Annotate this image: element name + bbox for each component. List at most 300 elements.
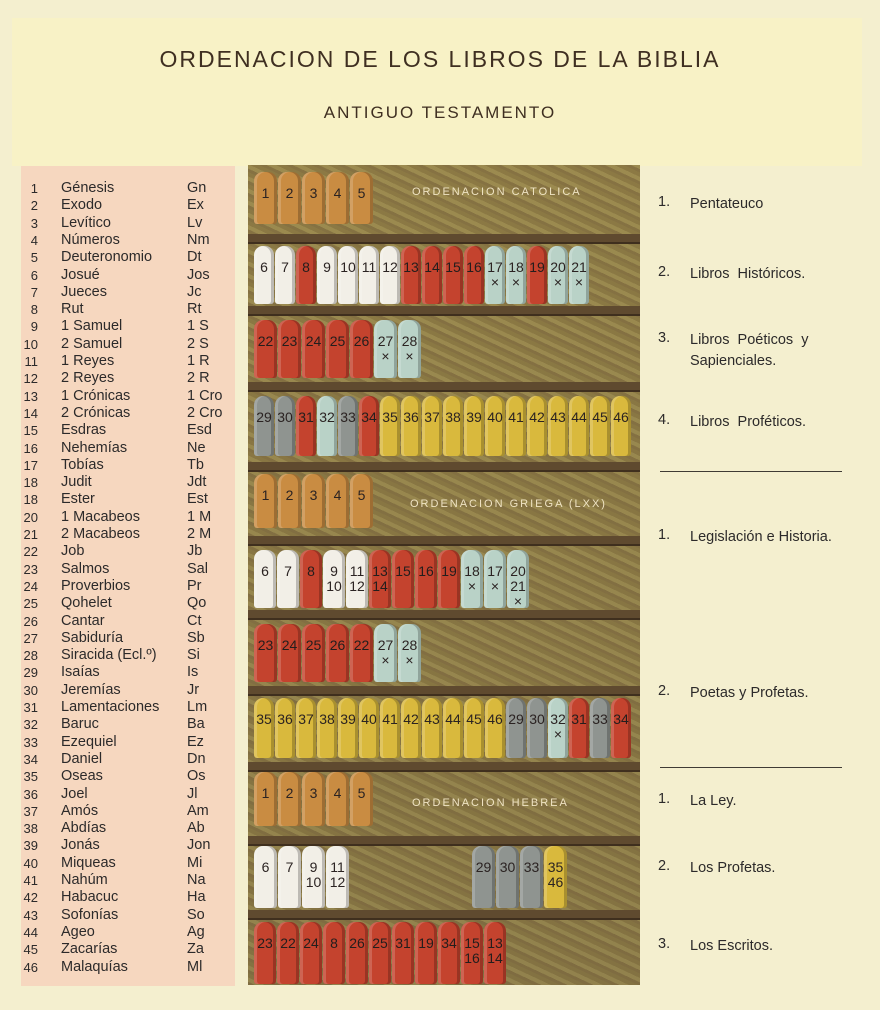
book-spine — [527, 246, 547, 304]
book-spine-label: 29 — [508, 711, 524, 727]
book-abbreviation: Jb — [187, 543, 203, 560]
book-spine-label: 6 — [261, 859, 270, 875]
page-title: ORDENACION DE LOS LIBROS DE LA BIBLIA — [159, 46, 721, 72]
book-spine — [278, 320, 301, 378]
book-number: 30 — [23, 682, 38, 698]
book-spine-label: 1 — [261, 185, 270, 201]
book-abbreviation: Ex — [187, 197, 204, 214]
book-spine — [380, 698, 400, 758]
book-spine — [323, 550, 345, 608]
book-name: Génesis — [61, 180, 115, 196]
book-spine-label: 44 — [571, 409, 587, 425]
book-spine-label: 1 — [261, 487, 270, 503]
book-row — [20, 457, 240, 474]
book-name: Lamentaciones — [61, 699, 160, 715]
book-spine-label: 3 — [309, 185, 318, 201]
book-spine — [485, 246, 505, 304]
book-spine-label: 26 — [349, 935, 365, 951]
book-number: 20 — [23, 509, 38, 525]
book-number: 5 — [30, 250, 38, 266]
book-row — [20, 734, 240, 751]
book-spine-label: 14 — [424, 259, 440, 275]
book-name: Proverbios — [61, 577, 131, 594]
book-spine-label: 32 × — [550, 711, 566, 742]
book-spine — [438, 922, 460, 984]
book-name: Jueces — [61, 283, 107, 300]
book-spine — [398, 320, 421, 378]
book-spine — [296, 396, 316, 456]
book-spine — [254, 320, 277, 378]
book-spine-label: 31 — [298, 409, 314, 425]
book-spine — [302, 846, 325, 908]
book-number: 2 — [30, 198, 38, 214]
book-spine-label: 23 — [281, 333, 298, 349]
book-spine — [485, 698, 505, 758]
book-spine — [302, 624, 325, 682]
book-spine — [422, 698, 442, 758]
book-spine-label: 24 — [303, 935, 319, 951]
book-row — [20, 526, 240, 543]
book-number: 8 — [30, 302, 38, 318]
book-name: Nehemías — [61, 439, 128, 456]
book-row — [20, 267, 240, 284]
book-name: Rut — [61, 301, 84, 318]
book-number: 7 — [30, 284, 38, 300]
book-spine — [350, 474, 373, 528]
book-spine — [485, 396, 505, 456]
book-spine-label: 31 — [571, 711, 587, 727]
book-spine-label: 13 14 — [372, 563, 388, 594]
book-row — [20, 855, 240, 872]
book-spine — [401, 698, 421, 758]
book-number: 11 — [24, 354, 38, 369]
book-number: 46 — [23, 959, 38, 975]
book-spine-label: 16 — [466, 259, 482, 275]
book-spine-label: 39 — [466, 409, 482, 425]
book-spine-label: 8 — [302, 259, 310, 275]
book-abbreviation: Ba — [187, 716, 205, 733]
book-abbreviation: Est — [187, 491, 208, 508]
book-spine — [350, 772, 373, 826]
book-spine — [401, 396, 421, 456]
shelf-plank — [248, 910, 640, 918]
book-spine-label: 30 — [277, 409, 293, 425]
book-number: 10 — [23, 336, 38, 352]
book-spine-label: 41 — [508, 409, 524, 425]
book-name: Jonás — [61, 837, 100, 854]
book-spine-label: 21 × — [571, 259, 587, 290]
book-spine-label: 3 — [309, 487, 318, 503]
book-spine — [254, 846, 277, 908]
book-spine-label: 20 21 × — [510, 563, 526, 608]
book-abbreviation: 1 M — [187, 508, 212, 525]
book-name: Números — [61, 231, 120, 248]
book-spine — [569, 246, 589, 304]
book-spine-label: 24 — [281, 637, 298, 653]
book-spine — [326, 474, 349, 528]
book-spine — [302, 772, 325, 826]
book-spine — [278, 772, 301, 826]
shelf-plank — [248, 762, 640, 770]
book-number: 31 — [23, 700, 38, 715]
book-spine — [300, 922, 322, 984]
book-row — [20, 561, 240, 578]
book-spine-label: 16 — [418, 563, 434, 579]
book-abbreviation: 2 Cro — [187, 404, 223, 421]
book-spine-label: 35 46 — [547, 859, 564, 890]
section-number: 2. — [658, 683, 671, 699]
book-spine-label: 4 — [333, 487, 342, 503]
book-spine — [317, 698, 337, 758]
book-spine — [527, 396, 547, 456]
shelf-plank — [248, 836, 640, 844]
book-name: 1 Reyes — [61, 353, 115, 369]
book-spine — [392, 550, 414, 608]
book-spine-label: 11 12 — [349, 563, 365, 594]
book-abbreviation: Ct — [187, 612, 202, 629]
section-text: La Ley. — [690, 793, 737, 809]
section-text: Libros Poéticos y Sapienciales. — [690, 332, 809, 369]
book-abbreviation: 2 M — [187, 526, 212, 542]
book-spine — [374, 624, 397, 682]
book-row — [20, 353, 240, 370]
book-number: 23 — [23, 561, 38, 577]
book-abbreviation: Dn — [187, 750, 206, 767]
book-spine — [496, 846, 519, 908]
book-row — [20, 803, 240, 820]
book-spine-label: 33 — [592, 711, 608, 727]
book-spine — [326, 320, 349, 378]
book-spine-label: 37 — [298, 711, 314, 727]
book-abbreviation: Dt — [187, 249, 202, 266]
book-row — [20, 509, 240, 526]
book-name: Ester — [61, 491, 95, 508]
book-abbreviation: Lm — [187, 699, 208, 715]
book-spine — [611, 396, 631, 456]
book-spine — [548, 698, 568, 758]
book-spine — [254, 922, 276, 984]
book-abbreviation: Esd — [187, 422, 212, 439]
book-name: Habacuc — [61, 889, 119, 906]
book-abbreviation: 1 Cro — [187, 387, 223, 404]
section-text: Los Profetas. — [690, 860, 776, 876]
book-spine — [346, 922, 368, 984]
book-spine — [296, 246, 316, 304]
book-spine — [484, 922, 506, 984]
book-abbreviation: Tb — [187, 456, 204, 473]
book-row — [20, 907, 240, 924]
book-spine-label: 23 — [257, 637, 274, 653]
book-spine-label: 29 — [475, 859, 492, 875]
book-spine — [323, 922, 345, 984]
book-abbreviation: Is — [187, 664, 199, 681]
book-abbreviation: Lv — [187, 214, 203, 231]
book-spine-label: 11 12 — [329, 859, 346, 890]
book-spine-label: 3 — [309, 785, 318, 801]
book-spine-label: 1 — [261, 785, 270, 801]
book-number: 40 — [23, 855, 38, 871]
book-name: Judit — [61, 474, 92, 491]
book-spine-label: 6 — [260, 259, 268, 275]
book-number: 33 — [23, 734, 38, 750]
book-abbreviation: Os — [187, 768, 206, 785]
book-abbreviation: Sal — [187, 560, 208, 577]
book-spine — [254, 698, 274, 758]
book-spine — [254, 624, 277, 682]
book-spine — [275, 396, 295, 456]
book-row — [20, 422, 240, 439]
book-spine-label: 34 — [361, 409, 377, 425]
book-name: Tobías — [61, 456, 104, 473]
book-name: 2 Macabeos — [61, 526, 140, 542]
book-abbreviation: Sb — [187, 629, 205, 646]
book-spine — [472, 846, 495, 908]
book-row — [20, 872, 240, 889]
book-spine — [300, 550, 322, 608]
book-abbreviation: Pr — [187, 577, 202, 594]
book-row — [20, 630, 240, 647]
book-number: 16 — [23, 440, 38, 456]
book-spine-label: 45 — [466, 711, 482, 727]
book-number: 27 — [23, 630, 38, 646]
section-number: 1. — [658, 194, 671, 210]
book-row — [20, 820, 240, 837]
book-spine-label: 30 — [499, 859, 516, 875]
book-spine-label: 40 — [361, 711, 377, 727]
book-spine-label: 2 — [285, 185, 294, 201]
book-name: Job — [61, 543, 85, 560]
book-row — [20, 232, 240, 249]
book-spine — [359, 246, 379, 304]
book-number: 15 — [23, 423, 38, 439]
book-abbreviation: Ag — [187, 923, 205, 940]
book-spine-label: 7 — [281, 259, 289, 275]
book-spine — [374, 320, 397, 378]
book-number: 35 — [23, 769, 38, 785]
book-spine — [548, 396, 568, 456]
section-text: Poetas y Profetas. — [690, 685, 809, 701]
book-name: Sofonías — [61, 906, 119, 923]
book-row — [20, 647, 240, 664]
book-spine — [415, 922, 437, 984]
book-spine-label: 20 × — [550, 259, 566, 290]
book-row — [20, 786, 240, 803]
book-spine-label: 35 — [382, 409, 398, 425]
book-spine-label: 35 — [256, 711, 272, 727]
book-row — [20, 388, 240, 405]
book-spine — [369, 550, 391, 608]
book-row — [20, 543, 240, 560]
book-spine-label: 19 — [529, 259, 545, 275]
book-spine-label: 8 — [330, 935, 338, 951]
section-number: 3. — [658, 936, 671, 952]
book-abbreviation: Ha — [187, 889, 206, 906]
book-spine-label: 32 — [319, 409, 335, 425]
book-spine-label: 42 — [403, 711, 419, 727]
book-abbreviation: Jdt — [187, 474, 207, 491]
book-spine-label: 15 — [445, 259, 461, 275]
book-spine — [464, 698, 484, 758]
book-number: 24 — [23, 578, 38, 594]
book-row — [20, 682, 240, 699]
section-text: Libros Proféticos. — [690, 414, 807, 430]
book-spine — [443, 396, 463, 456]
book-spine — [464, 246, 484, 304]
book-spine-label: 23 — [257, 935, 273, 951]
book-spine-label: 13 — [403, 259, 419, 275]
book-name: Ageo — [61, 923, 95, 940]
book-spine-label: 6 — [261, 563, 269, 579]
book-row — [20, 837, 240, 854]
book-spine — [422, 246, 442, 304]
book-name: Amós — [61, 802, 99, 819]
book-spine-label: 9 10 — [326, 563, 342, 594]
book-spine — [346, 550, 368, 608]
book-row — [20, 699, 240, 716]
book-row — [20, 336, 240, 353]
book-spine-label: 37 — [424, 409, 440, 425]
book-spine-label: 46 — [613, 409, 629, 425]
book-spine — [369, 922, 391, 984]
book-spine-label: 9 10 — [305, 859, 322, 890]
book-row — [20, 180, 240, 197]
book-spine — [338, 396, 358, 456]
book-spine-label: 46 — [487, 711, 503, 727]
book-spine-label: 17 × — [487, 259, 503, 290]
book-spine — [544, 846, 567, 908]
book-spine — [278, 172, 301, 224]
book-spine-label: 44 — [445, 711, 461, 727]
book-spine-label: 5 — [357, 185, 366, 201]
book-spine — [302, 474, 325, 528]
book-spine — [461, 922, 483, 984]
book-number: 22 — [23, 544, 38, 560]
book-spine-label: 27 × — [377, 637, 394, 668]
book-spine-label: 18 × — [464, 563, 480, 594]
page-subtitle: ANTIGUO TESTAMENTO — [323, 103, 557, 122]
book-spine-label: 7 — [284, 563, 292, 579]
book-number: 38 — [23, 821, 38, 837]
book-number: 29 — [23, 665, 38, 681]
book-spine — [296, 698, 316, 758]
book-spine — [275, 246, 295, 304]
book-spine-label: 45 — [592, 409, 608, 425]
book-abbreviation: 2 R — [187, 370, 210, 387]
shelf-plank — [248, 306, 640, 314]
shelf-plank — [248, 610, 640, 618]
book-name: Daniel — [61, 750, 103, 767]
book-spine-label: 4 — [333, 185, 342, 201]
book-spine-label: 34 — [613, 711, 629, 727]
book-spine — [506, 396, 526, 456]
book-spine — [415, 550, 437, 608]
book-spine-label: 19 — [441, 563, 457, 579]
book-spine-label: 19 — [418, 935, 434, 951]
book-number: 45 — [23, 942, 38, 958]
book-number: 18 — [23, 492, 38, 508]
book-spine — [484, 550, 506, 608]
section-number: 4. — [658, 412, 671, 428]
book-name: Siracida (Ecl.º) — [61, 647, 157, 664]
book-name: Oseas — [61, 768, 103, 785]
book-spine-label: 41 — [382, 711, 398, 727]
book-spine — [461, 550, 483, 608]
book-number: 37 — [23, 803, 38, 819]
book-number: 39 — [23, 838, 38, 854]
book-spine-label: 12 — [382, 259, 398, 275]
book-row — [20, 889, 240, 906]
section-number: 1. — [658, 527, 671, 543]
book-spine-label: 22 — [257, 333, 274, 349]
book-spine-label: 8 — [307, 563, 315, 579]
book-spine — [350, 320, 373, 378]
section-text: Los Escritos. — [690, 938, 773, 954]
book-row — [20, 215, 240, 232]
book-spine — [254, 396, 274, 456]
book-name: Qohelet — [61, 595, 112, 612]
book-spine — [569, 698, 589, 758]
book-spine — [326, 624, 349, 682]
section-number: 2. — [658, 858, 671, 874]
book-spine-label: 22 — [353, 637, 370, 653]
book-spine — [254, 172, 277, 224]
book-spine-label: 28 × — [401, 637, 418, 668]
book-number: 13 — [23, 388, 38, 404]
book-spine-label: 33 — [523, 859, 540, 875]
book-number: 42 — [23, 890, 38, 906]
book-abbreviation: Mi — [187, 854, 203, 871]
book-name: Zacarías — [61, 941, 118, 958]
book-spine — [359, 396, 379, 456]
book-abbreviation: Za — [187, 941, 204, 958]
book-spine-label: 7 — [285, 859, 294, 875]
book-name: Exodo — [61, 197, 103, 214]
book-spine — [520, 846, 543, 908]
book-spine — [278, 846, 301, 908]
book-abbreviation: 1 S — [187, 318, 209, 335]
book-abbreviation: Jl — [187, 785, 198, 802]
book-row — [20, 941, 240, 958]
book-spine — [464, 396, 484, 456]
shelf-plank — [248, 686, 640, 694]
book-spine-label: 33 — [340, 409, 356, 425]
book-number: 12 — [23, 371, 38, 387]
book-spine-label: 43 — [424, 711, 440, 727]
shelf-plank — [248, 234, 640, 242]
book-row — [20, 370, 240, 387]
book-spine-label: 18 × — [508, 259, 524, 290]
book-name: Nahúm — [61, 872, 108, 888]
book-spine — [443, 698, 463, 758]
book-row — [20, 197, 240, 214]
book-row — [20, 405, 240, 422]
book-spine — [317, 396, 337, 456]
book-spine-label: 25 — [329, 333, 346, 349]
book-spine-label: 26 — [353, 333, 370, 349]
shelf-plank — [248, 382, 640, 390]
book-spine — [438, 550, 460, 608]
book-spine — [302, 172, 325, 224]
book-spine-label: 36 — [277, 711, 293, 727]
book-spine-label: 28 × — [401, 333, 418, 364]
book-spine — [277, 922, 299, 984]
book-name: Sabiduría — [61, 629, 124, 646]
book-name: 1 Samuel — [61, 318, 123, 335]
book-abbreviation: Qo — [187, 595, 207, 612]
book-spine — [278, 474, 301, 528]
book-spine — [506, 246, 526, 304]
book-abbreviation: Jos — [187, 266, 210, 283]
